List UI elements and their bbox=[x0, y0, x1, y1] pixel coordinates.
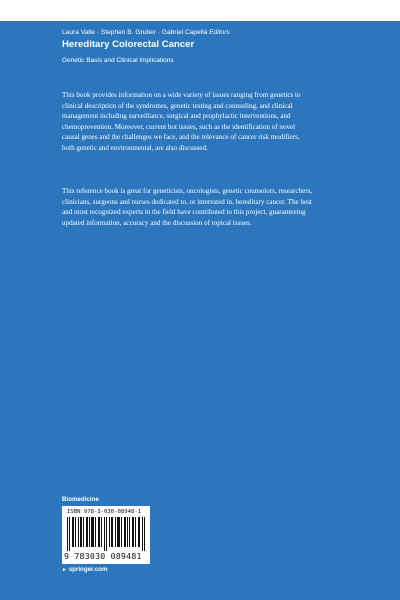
description-paragraph-1 bbox=[62, 90, 376, 154]
arrow-right-icon: ► bbox=[62, 567, 67, 573]
description-line: updated information, accuracy and the discussion of topical issues. bbox=[62, 218, 252, 227]
description-line: chemoprevention. Moreover, current hot issues, such as the identification of novel bbox=[62, 122, 296, 131]
description-line: This book provides information on a wide variety of issues ranging from genetics to bbox=[62, 91, 301, 99]
description-line: This reference book is great for geneticists, oncologists, genetic counselors, researchers, bbox=[62, 187, 313, 195]
description-paragraph-2 bbox=[62, 186, 376, 228]
description-line: causal genes and the challenges we face, and the relevance of cancer risk modifiers, bbox=[62, 133, 300, 142]
publisher-link[interactable] bbox=[62, 566, 108, 573]
barcode-number: 9 783030 089481 bbox=[64, 551, 142, 561]
editors-line bbox=[62, 29, 382, 36]
editors-role: Editors bbox=[209, 29, 230, 36]
description-line: clinicians, surgeons and nurses dedicated to, or interested in, hereditary cancer. The best bbox=[62, 197, 312, 206]
description-line: and most recognized experts in the field have contributed to this project, guaranteeing bbox=[62, 208, 306, 217]
category-label: Biomedicine bbox=[62, 496, 99, 503]
barcode-bars bbox=[65, 517, 147, 551]
book-subtitle: Genetic Basis and Clinical Implications bbox=[62, 57, 174, 64]
book-title: Hereditary Colorectal Cancer bbox=[62, 39, 195, 50]
description-line: both genetic and environmental, are also discussed. bbox=[62, 143, 208, 152]
editors-names: Laura Valle · Stephen B. Gruber · Gabriel Capellá bbox=[62, 29, 208, 36]
description-line: management including surveillance, surgical and prophylactic interventions, and bbox=[62, 112, 291, 121]
description-line: clinical description of the syndromes, genetic testing and counseling, and clinical bbox=[62, 101, 293, 110]
isbn-text: ISBN 978-3-030-08948-1 bbox=[67, 509, 142, 515]
publisher-url: springer.com bbox=[68, 566, 108, 573]
isbn-barcode bbox=[62, 506, 150, 564]
